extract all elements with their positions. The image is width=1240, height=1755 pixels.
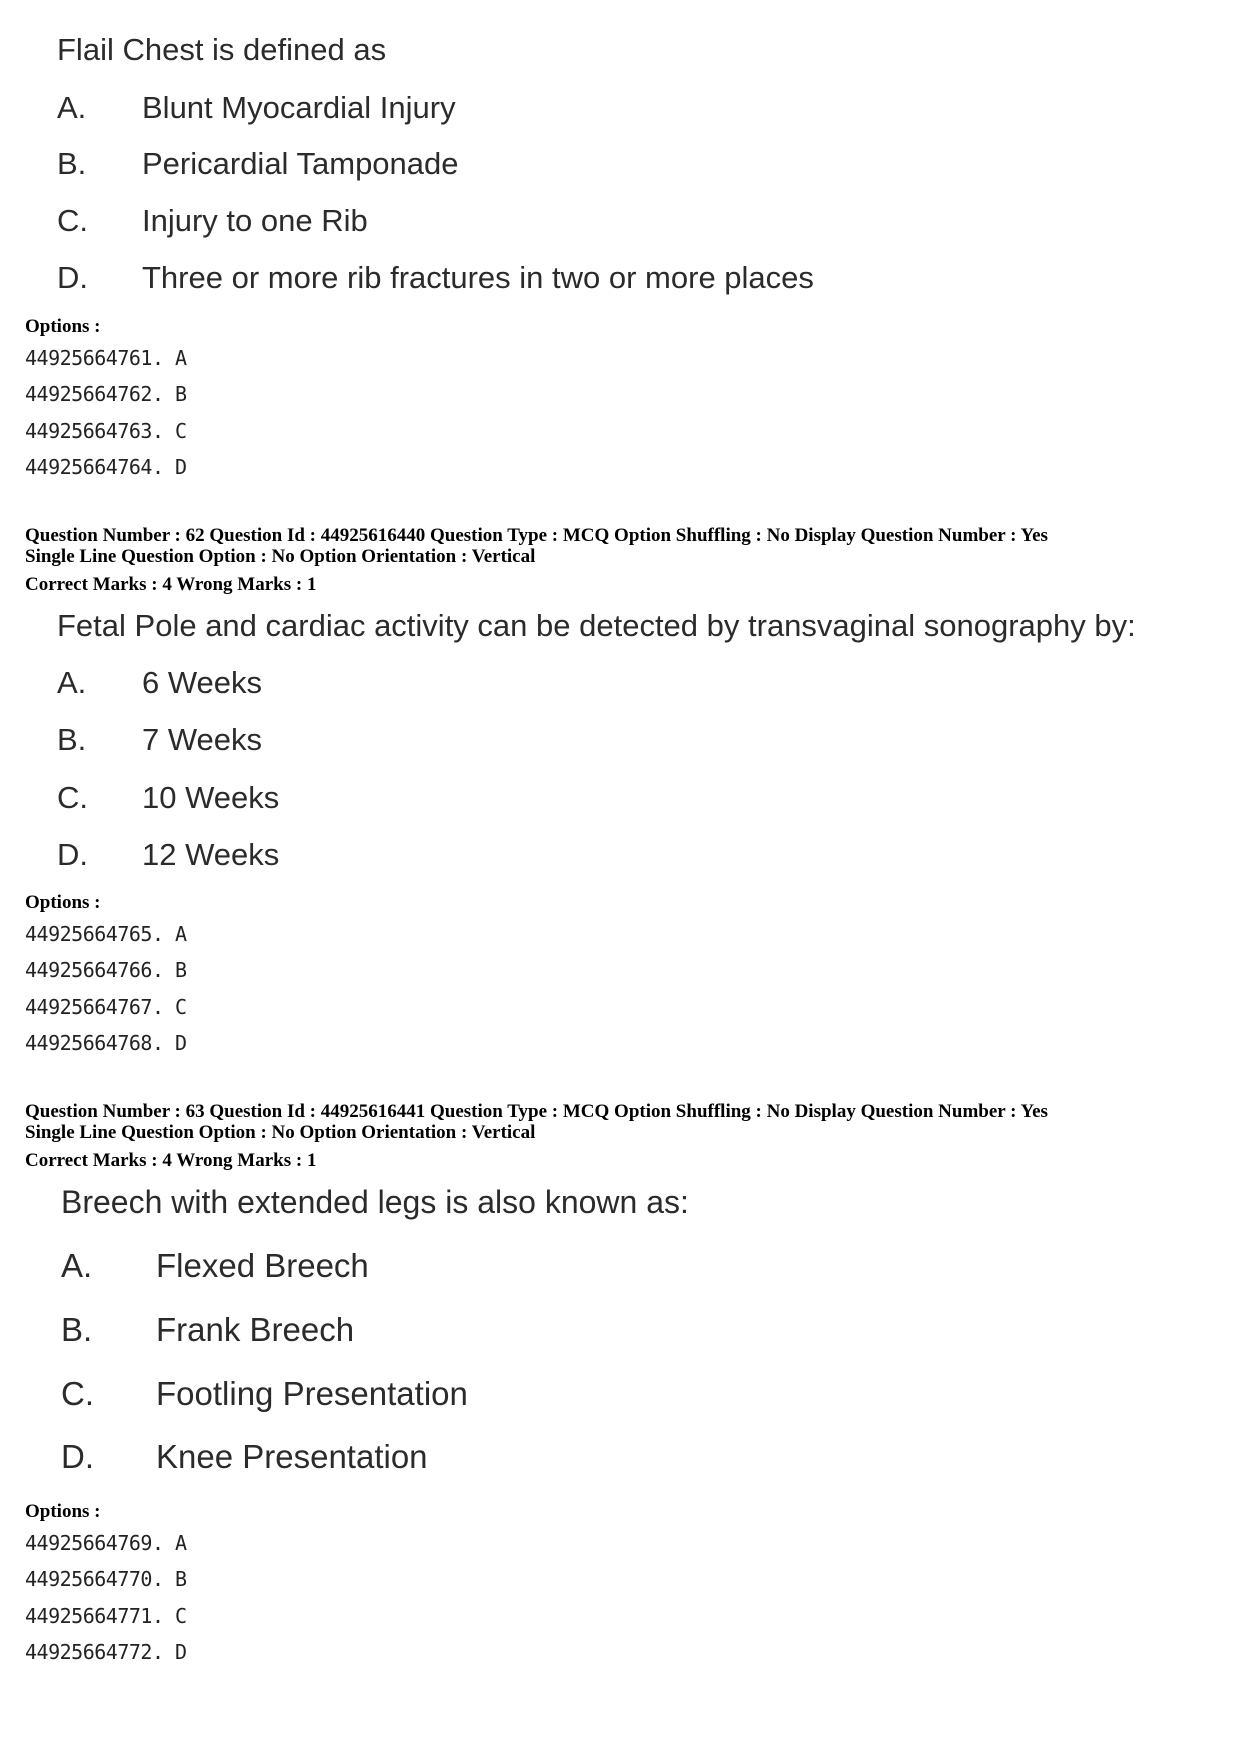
options-label: Options :	[25, 1501, 101, 1522]
option-id: 44925664768. D	[25, 1031, 187, 1055]
choice-letter: A.	[57, 665, 87, 700]
option-id: 44925664769. A	[25, 1531, 187, 1555]
question-text: Fetal Pole and cardiac activity can be detected by transvaginal sonography by:	[57, 608, 1136, 643]
options-label: Options :	[25, 892, 101, 913]
choice-text: Flexed Breech	[156, 1247, 369, 1284]
option-id: 44925664764. D	[25, 455, 187, 479]
choice-text: 6 Weeks	[142, 665, 263, 700]
option-id: 44925664771. C	[25, 1604, 187, 1628]
choice-text: Blunt Myocardial Injury	[142, 90, 456, 125]
choice-letter: A.	[57, 90, 87, 125]
choice-letter: D.	[61, 1438, 94, 1475]
marks-line: Correct Marks : 4 Wrong Marks : 1	[25, 574, 317, 595]
option-id: 44925664766. B	[25, 958, 187, 982]
choice-text: Three or more rib fractures in two or more places	[142, 260, 814, 295]
choice-letter: B.	[61, 1311, 93, 1348]
choice-letter: C.	[57, 780, 88, 815]
option-id: 44925664763. C	[25, 419, 187, 443]
option-id: 44925664761. A	[25, 346, 187, 370]
choice-text: 7 Weeks	[142, 722, 263, 757]
option-id: 44925664765. A	[25, 922, 187, 946]
choice-letter: D.	[57, 837, 88, 872]
options-label: Options :	[25, 316, 101, 337]
question-text: Flail Chest is defined as	[57, 32, 387, 67]
choice-text: Pericardial Tamponade	[142, 146, 459, 181]
option-id: 44925664772. D	[25, 1640, 187, 1664]
option-id: 44925664762. B	[25, 382, 187, 406]
question-meta: Question Number : 63 Question Id : 44925616441 Question Type : MCQ Option Shuffling : No Display Question Number : Yes	[25, 1101, 1048, 1122]
choice-letter: C.	[57, 203, 88, 238]
choice-letter: A.	[61, 1247, 93, 1284]
option-id: 44925664770. B	[25, 1567, 187, 1591]
question-meta-options: Single Line Question Option : No Option Orientation : Vertical	[25, 1122, 536, 1143]
marks-line: Correct Marks : 4 Wrong Marks : 1	[25, 1150, 317, 1171]
choice-text: Injury to one Rib	[142, 203, 368, 238]
question-text: Breech with extended legs is also known as:	[61, 1184, 689, 1220]
choice-letter: B.	[57, 722, 87, 757]
choice-text: 10 Weeks	[142, 780, 280, 815]
question-meta-options: Single Line Question Option : No Option Orientation : Vertical	[25, 546, 536, 567]
choice-text: Frank Breech	[156, 1311, 355, 1348]
choice-letter: C.	[61, 1375, 94, 1412]
choice-letter: B.	[57, 146, 87, 181]
choice-text: 12 Weeks	[142, 837, 280, 872]
question-meta: Question Number : 62 Question Id : 44925616440 Question Type : MCQ Option Shuffling : No Display Question Number : Yes	[25, 525, 1048, 546]
option-id: 44925664767. C	[25, 995, 187, 1019]
choice-text: Footling Presentation	[156, 1375, 468, 1412]
choice-letter: D.	[57, 260, 88, 295]
choice-text: Knee Presentation	[156, 1438, 428, 1475]
